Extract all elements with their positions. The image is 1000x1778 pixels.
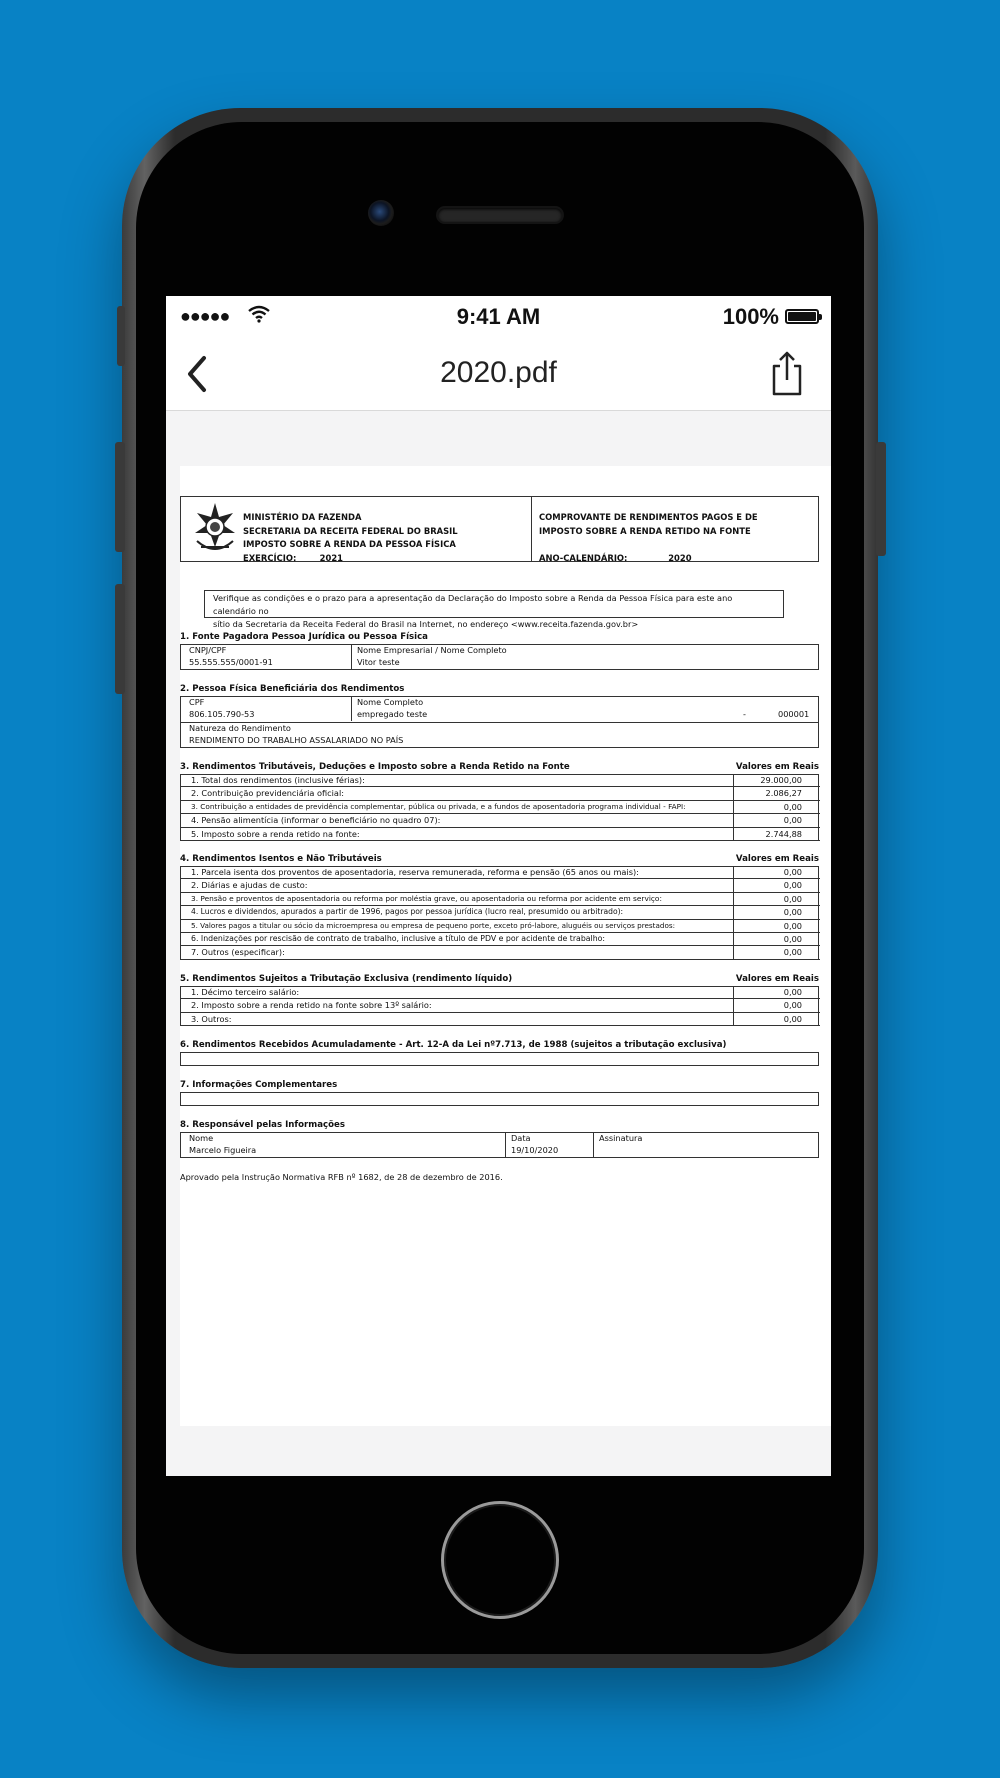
- section-8-box: Nome Marcelo Figueira Data 19/10/2020 Assinatura: [180, 1132, 819, 1158]
- section-1-box: CNPJ/CPF 55.555.555/0001-91 Nome Empresarial / Nome Completo Vitor teste: [180, 644, 819, 670]
- status-time: 9:41 AM: [456, 304, 541, 329]
- volume-up-button: [115, 442, 125, 552]
- section-1-title: 1. Fonte Pagadora Pessoa Jurídica ou Pessoa Física: [180, 632, 428, 642]
- values-header: Valores em Reais: [735, 762, 819, 772]
- status-bar: [166, 296, 831, 338]
- table-row: 5. Imposto sobre a renda retido na fonte: 2.744,88: [181, 828, 820, 841]
- section-6-box: [180, 1052, 819, 1066]
- section-3-title: 3. Rendimentos Tributáveis, Deduções e Imposto sobre a Renda Retido na Fonte: [180, 762, 570, 772]
- table-row: 3. Contribuição a entidades de previdência complementar, pública ou privada, e a fundos de aposentadoria programa individual - FAPI: 0,00: [181, 801, 820, 814]
- section-7-title: 7. Informações Complementares: [180, 1080, 338, 1090]
- section-2-box: CPF 806.105.790-53 Nome Completo empregado teste - 000001 Natureza do Rendimento RENDIMENTO DO TRABALHO ASSALARIADO NO PAÍS: [180, 696, 819, 748]
- table-row: 4. Lucros e dividendos, apurados a partir de 1996, pagos por pessoa jurídica (lucro real, presumido ou arbitrado): 0,00: [181, 906, 820, 919]
- volume-down-button: [115, 584, 125, 694]
- table-row: 1. Total dos rendimentos (inclusive férias): 29.000,00: [181, 774, 820, 787]
- section-2-title: 2. Pessoa Física Beneficiária dos Rendimentos: [180, 684, 405, 694]
- table-row: 1. Parcela isenta dos proventos de aposentadoria, reserva remunerada, reforma e pensão (65 anos ou mais): 0,00: [181, 866, 820, 879]
- notice-box: Verifique as condições e o prazo para a apresentação da Declaração do Imposto sobre a Renda da Pessoa Física para este ano calendário no sítio da Secretaria da Receita Federal do Brasil na Internet, no endereço <www.receita.fazenda.gov.br>: [204, 590, 784, 618]
- mute-switch: [117, 306, 125, 366]
- table-row: 7. Outros (especificar): 0,00: [181, 946, 820, 959]
- document-header: [180, 496, 819, 562]
- screen: [166, 296, 831, 1476]
- share-icon[interactable]: [767, 348, 807, 398]
- table-row: 5. Valores pagos a titular ou sócio da microempresa ou empresa de pequeno porte, exceto pró-labore, aluguéis ou serviços prestados: 0,00: [181, 920, 820, 933]
- values-header: Valores em Reais: [735, 974, 819, 984]
- front-camera: [368, 200, 394, 226]
- table-row: 3. Pensão e proventos de aposentadoria ou reforma por moléstia grave, ou aposentadoria ou reforma por acidente em serviço: 0,00: [181, 893, 820, 906]
- earpiece-speaker: [438, 208, 562, 222]
- home-button[interactable]: [441, 1501, 559, 1619]
- document-footer: Aprovado pela Instrução Normativa RFB nº 1682, de 28 de dezembro de 2016.: [180, 1172, 503, 1182]
- table-row: 2. Contribuição previdenciária oficial: 2.086,27: [181, 787, 820, 800]
- section-5-title: 5. Rendimentos Sujeitos a Tributação Exclusiva (rendimento líquido): [180, 974, 513, 984]
- battery-percent: 100%: [722, 304, 779, 329]
- header-right-text: COMPROVANTE DE RENDIMENTOS PAGOS E DE IMPOSTO SOBRE A RENDA RETIDO NA FONTE ANO-CALENDÁRIO: 2020: [539, 512, 758, 563]
- table-row: 2. Diárias e ajudas de custo: 0,00: [181, 879, 820, 892]
- values-header: Valores em Reais: [735, 854, 819, 864]
- document-title: 2020.pdf: [440, 356, 557, 389]
- table-row: 3. Outros: 0,00: [181, 1013, 820, 1026]
- table-row: 6. Indenizações por rescisão de contrato de trabalho, inclusive a título de PDV e por acidente de trabalho: 0,00: [181, 933, 820, 946]
- header-left-text: MINISTÉRIO DA FAZENDA SECRETARIA DA RECEITA FEDERAL DO BRASIL IMPOSTO SOBRE A RENDA DA PESSOA FÍSICA EXERCÍCIO: 2021: [243, 512, 458, 563]
- battery-icon: [785, 309, 819, 324]
- section-6-title: 6. Rendimentos Recebidos Acumuladamente - Art. 12-A da Lei nº7.713, de 1988 (sujeitos a tributação exclusiva): [180, 1040, 727, 1050]
- table-row: 4. Pensão alimentícia (informar o beneficiário no quadro 07): 0,00: [181, 814, 820, 827]
- signal-strength: ●●●●●: [180, 306, 230, 326]
- section-4-title: 4. Rendimentos Isentos e Não Tributáveis: [180, 854, 382, 864]
- table-row: 1. Décimo terceiro salário: 0,00: [181, 986, 820, 999]
- section-8-title: 8. Responsável pelas Informações: [180, 1120, 345, 1130]
- section-7-box: [180, 1092, 819, 1106]
- navigation-bar: [166, 338, 831, 411]
- coat-of-arms-icon: [191, 501, 239, 557]
- table-row: 2. Imposto sobre a renda retido na fonte sobre 13º salário: 0,00: [181, 999, 820, 1012]
- pdf-page[interactable]: [180, 466, 831, 1426]
- power-button: [876, 442, 886, 556]
